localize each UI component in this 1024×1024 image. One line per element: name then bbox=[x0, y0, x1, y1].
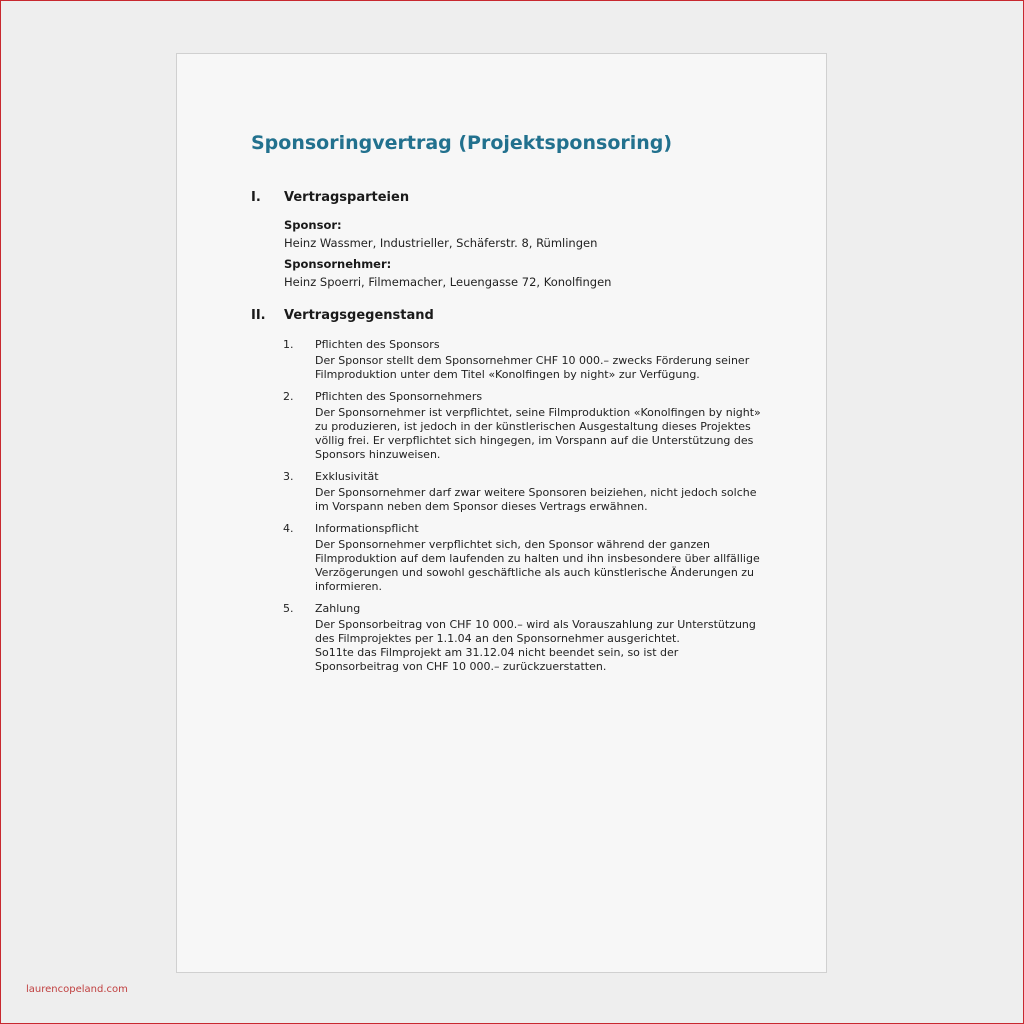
item-title: Exklusivität bbox=[315, 470, 379, 483]
document-page bbox=[176, 53, 827, 973]
item-number: 2. bbox=[283, 390, 294, 403]
item-body bbox=[315, 618, 763, 674]
watermark-text: laurencopeland.com bbox=[26, 984, 128, 995]
item-body: Der Sponsor stellt dem Sponsornehmer CHF 10 000.– zwecks Förderung seiner Filmproduktion unter dem Titel «Konolfingen by night» zur Verfügung. bbox=[315, 354, 750, 381]
contract-items-list bbox=[283, 338, 763, 682]
item-title: Informationspflicht bbox=[315, 522, 419, 535]
sponsee-label: Sponsornehmer: bbox=[284, 257, 392, 271]
item-title: Pflichten des Sponsornehmers bbox=[315, 390, 483, 403]
item-body: Der Sponsornehmer darf zwar weitere Sponsoren beiziehen, nicht jedoch solche im Vorspann neben dem Sponsor dieses Vertrags erwähnen. bbox=[315, 486, 757, 513]
item-title: Pflichten des Sponsors bbox=[315, 338, 440, 351]
item-number: 1. bbox=[283, 338, 294, 351]
item-number: 5. bbox=[283, 602, 294, 615]
item-paragraph: So11te das Filmprojekt am 31.12.04 nicht beendet sein, so ist der Sponsorbeitrag von CHF 10 000.– zurückzuerstatten. bbox=[315, 646, 679, 673]
section-title: Vertragsparteien bbox=[284, 190, 410, 205]
contract-item bbox=[283, 522, 763, 594]
item-number: 3. bbox=[283, 470, 294, 483]
sponsee-value: Heinz Spoerri, Filmemacher, Leuengasse 72, Konolfingen bbox=[284, 275, 612, 289]
contract-item bbox=[283, 390, 763, 462]
sponsor-label: Sponsor: bbox=[284, 218, 342, 232]
section-number: I. bbox=[251, 190, 261, 205]
contract-item bbox=[283, 602, 763, 674]
section-number: II. bbox=[251, 308, 266, 323]
item-body: Der Sponsornehmer verpflichtet sich, den Sponsor während der ganzen Filmproduktion auf dem laufenden zu halten und ihn insbesondere über allfällige Verzögerungen und sowohl geschäftliche als auch künstlerische Änderungen zu informieren. bbox=[315, 538, 760, 593]
contract-item bbox=[283, 338, 763, 382]
section-heading-subject bbox=[251, 308, 434, 323]
item-body: Der Sponsornehmer ist verpflichtet, seine Filmproduktion «Konolfingen by night» zu produzieren, ist jedoch in der künstlerischen Ausgestaltung dieses Projektes völlig frei. Er verpflichtet sich hingegen, im Vorspann auf die Unterstützung des Sponsors hinzuweisen. bbox=[315, 406, 761, 461]
item-number: 4. bbox=[283, 522, 294, 535]
section-heading-parties bbox=[251, 190, 409, 205]
document-title: Sponsoringvertrag (Projektsponsoring) bbox=[251, 132, 673, 154]
item-title: Zahlung bbox=[315, 602, 361, 615]
contract-item bbox=[283, 470, 763, 514]
section-title: Vertragsgegenstand bbox=[284, 308, 434, 323]
sponsor-value: Heinz Wassmer, Industrieller, Schäferstr. 8, Rümlingen bbox=[284, 236, 598, 250]
item-paragraph: Der Sponsorbeitrag von CHF 10 000.– wird als Vorauszahlung zur Unterstützung des Filmprojektes per 1.1.04 an den Sponsornehmer ausgerichtet. bbox=[315, 618, 756, 645]
